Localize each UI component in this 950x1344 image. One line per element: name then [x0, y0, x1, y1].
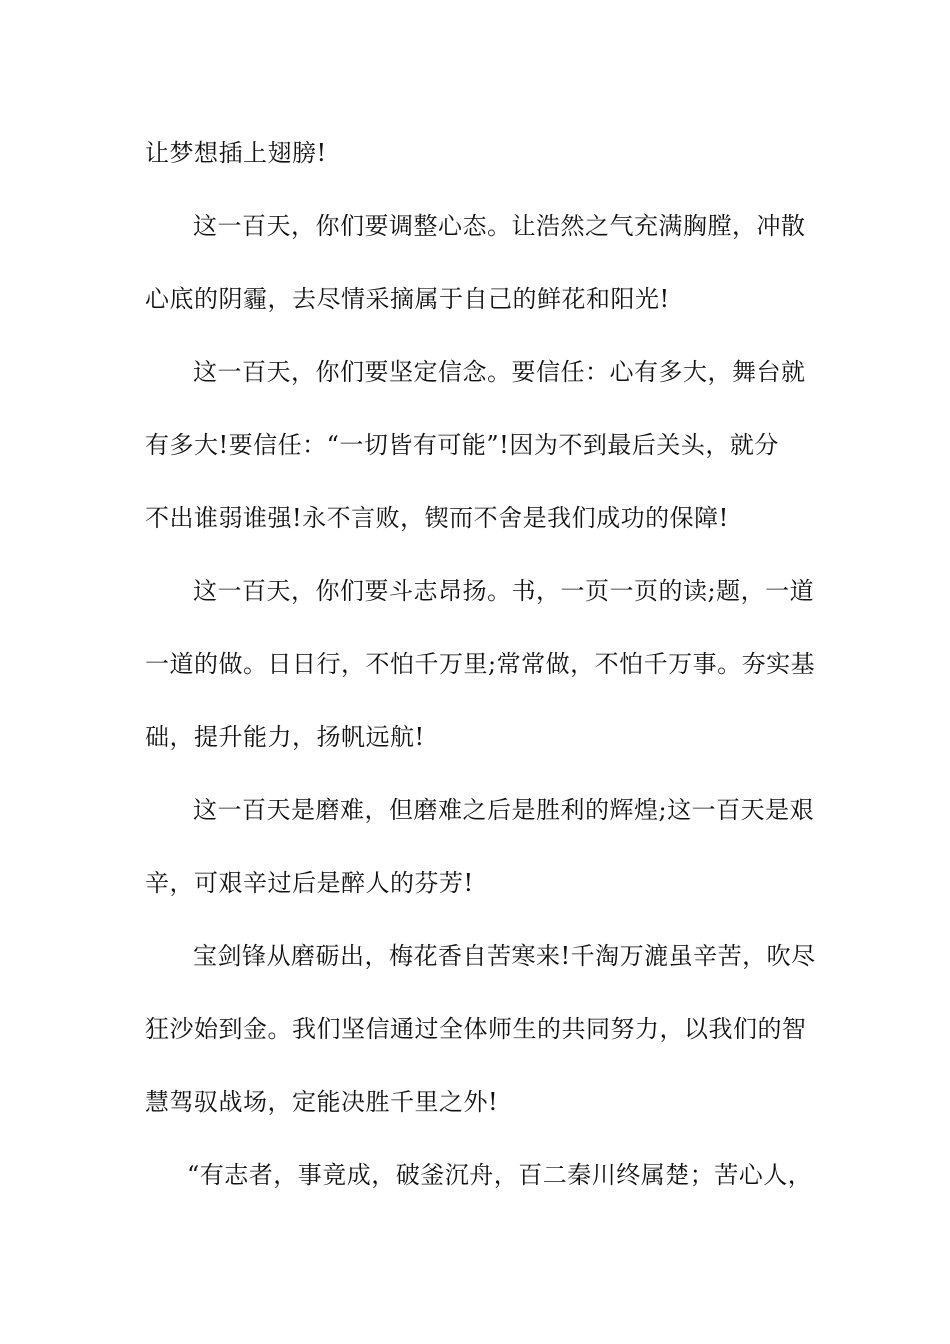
text-line: 础，提升能力，扬帆远航! [145, 723, 425, 751]
paragraph-start-line: 这一百天是磨难，但磨难之后是胜利的辉煌;这一百天是艰 [193, 796, 815, 824]
text-line: 心底的阴霾，去尽情采摘属于自己的鲜花和阳光! [145, 285, 670, 313]
text-line: 一道的做。日日行，不怕千万里;常常做，不怕千万事。夯实基 [145, 650, 816, 678]
text-line: 让梦想插上翅膀! [145, 139, 327, 167]
text-line: 有多大!要信任：“一切皆有可能”!因为不到最后关头，就分 [145, 431, 779, 459]
paragraph-start-line: 这一百天，你们要调整心态。让浩然之气充满胸膛，冲散 [193, 212, 806, 240]
text-line: 狂沙始到金。我们坚信通过全体师生的共同努力，以我们的智 [145, 1015, 807, 1043]
text-line: 不出谁弱谁强!永不言败，锲而不舍是我们成功的保障! [145, 504, 729, 532]
document-body [145, 128, 816, 1223]
paragraph-start-line: “有志者，事竟成，破釜沉舟，百二秦川终属楚；苦心人， [187, 1161, 813, 1189]
paragraph-start-line: 这一百天，你们要斗志昂扬。书，一页一页的读;题，一道 [193, 577, 815, 605]
text-line: 慧驾驭战场，定能决胜千里之外! [145, 1088, 499, 1116]
text-line: 辛，可艰辛过后是醉人的芬芳! [145, 869, 474, 897]
paragraph-start-line: 这一百天，你们要坚定信念。要信任：心有多大，舞台就 [193, 358, 806, 386]
paragraph-start-line: 宝剑锋从磨砺出，梅花香自苦寒来!千淘万漉虽辛苦，吹尽 [193, 942, 816, 970]
